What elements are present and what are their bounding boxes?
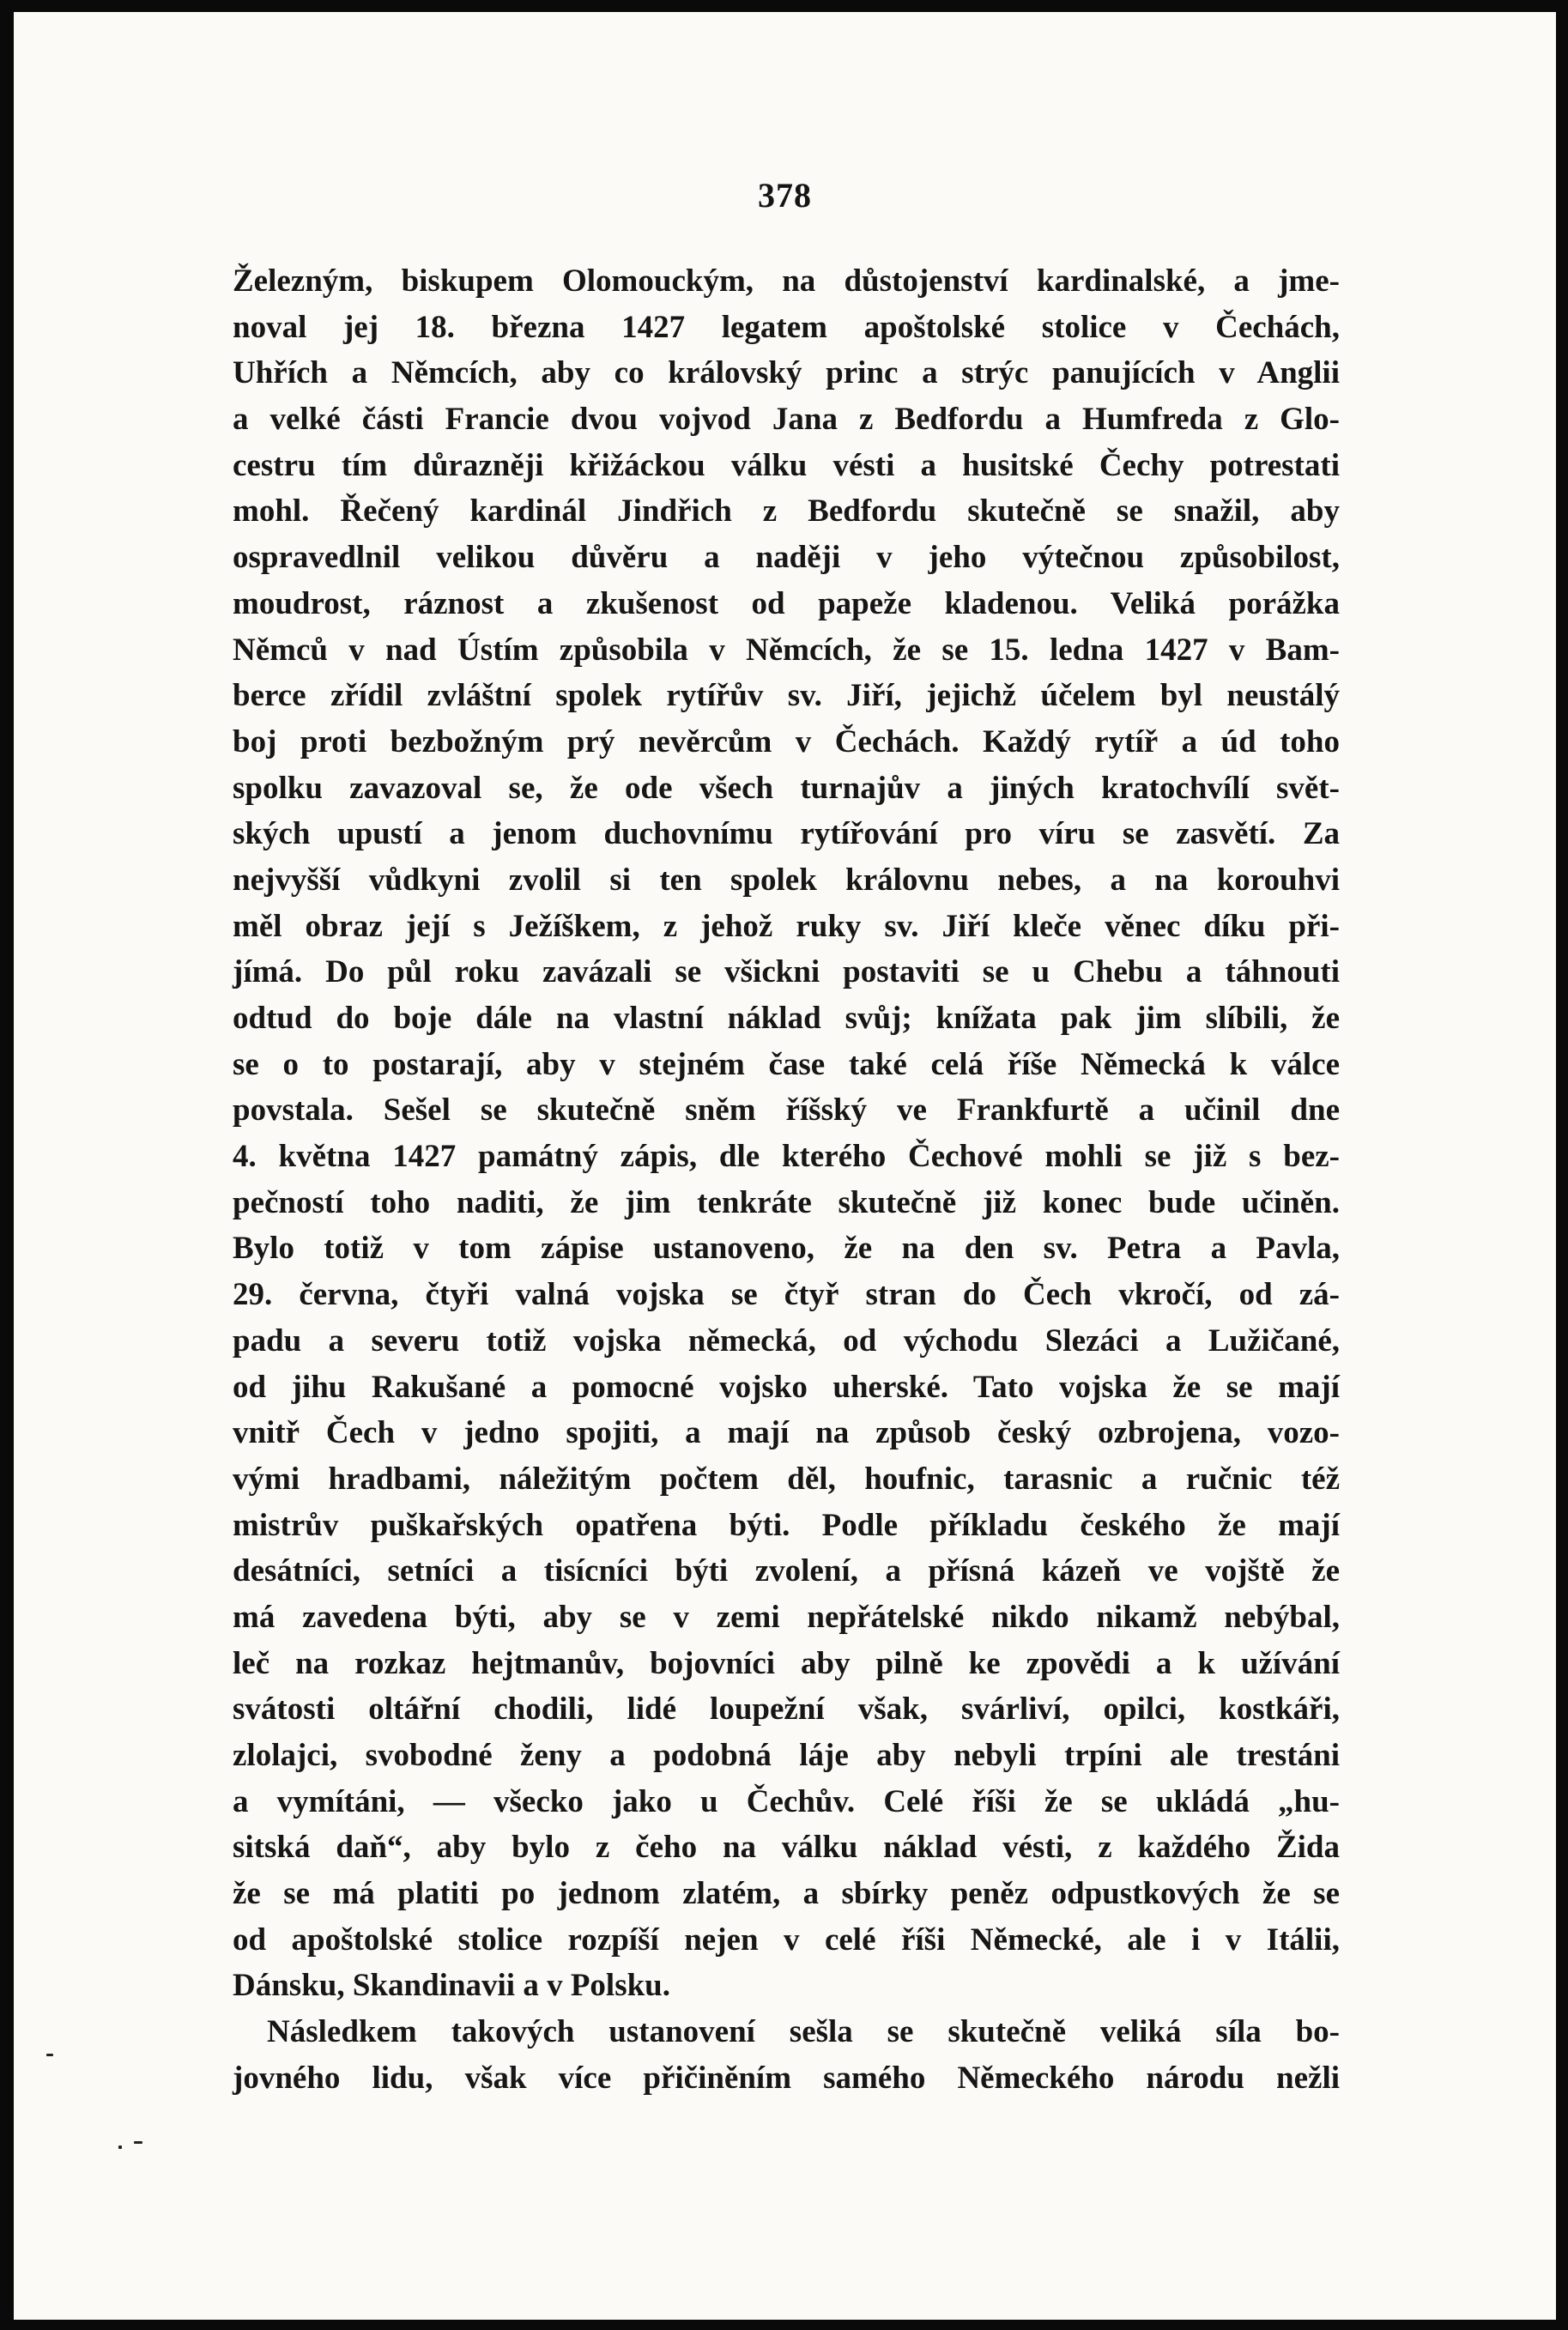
- text-line: ských upustí a jenom duchovnímu rytířování pro víru se zasvětí. Za: [233, 816, 1340, 852]
- text-line: vnitř Čech v jedno spojiti, a mají na způsob český ozbrojena, vozo-: [233, 1415, 1340, 1451]
- text-line: Železným, biskupem Olomouckým, na důstojenství kardinalské, a jme-: [233, 263, 1340, 299]
- scan-speck: [46, 2054, 53, 2056]
- text-line: padu a severu totiž vojska německá, od východu Slezáci a Lužičané,: [233, 1322, 1340, 1359]
- page-number: 378: [758, 176, 812, 215]
- text-line: ospravedlnil velikou důvěru a naději v jeho výtečnou způsobilost,: [233, 540, 1340, 576]
- text-line: Uhřích a Němcích, aby co královský princ a strýc panujících v Anglii: [233, 355, 1340, 391]
- text-line: 4. května 1427 památný zápis, dle kterého Čechové mohli se již s bez-: [233, 1139, 1340, 1175]
- text-line: jímá. Do půl roku zavázali se všickni postaviti se u Chebu a táhnouti: [233, 954, 1340, 990]
- text-line: Němců v nad Ústím způsobila v Němcích, že se 15. ledna 1427 v Bam-: [233, 632, 1340, 668]
- scan-speck: [134, 2141, 142, 2144]
- text-line: nejvyšší vůdkyni zvolil si ten spolek královnu nebes, a na korouhvi: [233, 862, 1340, 898]
- text-line: má zavedena býti, aby se v zemi nepřátelské nikdo nikamž nebýbal,: [233, 1599, 1340, 1635]
- text-line: leč na rozkaz hejtmanův, bojovníci aby pilně ke zpovědi a k užívání: [233, 1645, 1340, 1681]
- text-line: a vymítáni, — všecko jako u Čechův. Celé říši že se ukládá „hu-: [233, 1783, 1340, 1819]
- text-line: moudrost, ráznost a zkušenost od papeže kladenou. Veliká porážka: [233, 585, 1340, 621]
- body-text: [233, 258, 1340, 2102]
- text-line: a velké části Francie dvou vojvod Jana z Bedfordu a Humfreda z Glo-: [233, 402, 1340, 438]
- text-line: pečností toho naditi, že jim tenkráte skutečně již konec bude učiněn.: [233, 1184, 1340, 1220]
- scan-speck: [118, 2145, 122, 2149]
- text-line: spolku zavazoval se, že ode všech turnajův a jiných kratochvílí svět-: [233, 770, 1340, 806]
- text-line: sitská daň“, aby bylo z čeho na válku náklad vésti, z každého Žida: [233, 1830, 1340, 1866]
- text-line: noval jej 18. března 1427 legatem apoštolské stolice v Čechách,: [233, 309, 1340, 345]
- text-line: vými hradbami, náležitým počtem děl, houfnic, tarasnic a ručnic též: [233, 1461, 1340, 1497]
- paragraph-2: [233, 2009, 1340, 2101]
- text-line: se o to postarají, aby v stejném čase také celá říše Německá k válce: [233, 1046, 1340, 1082]
- text-line: měl obraz její s Ježíškem, z jehož ruky sv. Jiří kleče věnec díku při-: [233, 908, 1340, 944]
- text-line: Následkem takových ustanovení sešla se skutečně veliká síla bo-: [267, 2014, 1340, 2050]
- text-line: povstala. Sešel se skutečně sněm říšský ve Frankfurtě a učinil dne: [233, 1092, 1340, 1129]
- text-line: Dánsku, Skandinavii a v Polsku.: [233, 1968, 671, 2004]
- text-line: 29. června, čtyři valná vojska se čtyř stran do Čech vkročí, od zá-: [233, 1277, 1340, 1313]
- text-line: cestru tím důrazněji křižáckou válku vésti a husitské Čechy potrestati: [233, 447, 1340, 483]
- text-line: boj proti bezbožným prý nevěrcům v Čechách. Každý rytíř a úd toho: [233, 723, 1340, 760]
- text-line: od apoštolské stolice rozpíší nejen v celé říši Německé, ale i v Itálii,: [233, 1921, 1340, 1958]
- text-line: berce zřídil zvláštní spolek rytířův sv. Jiří, jejichž účelem byl neustálý: [233, 678, 1340, 714]
- text-line: zlolajci, svobodné ženy a podobná láje aby nebyli trpíni ale trestáni: [233, 1738, 1340, 1773]
- text-line: jovného lidu, však více přičiněním samého Německého národu nežli: [233, 2060, 1340, 2096]
- book-page: [14, 12, 1556, 2320]
- text-line: odtud do boje dále na vlastní náklad svůj; knížata pak jim slíbili, že: [233, 1001, 1340, 1036]
- text-line: desátníci, setníci a tisícníci býti zvolení, a přísná kázeň ve vojště že: [233, 1553, 1340, 1589]
- text-line: od jihu Rakušané a pomocné vojsko uherské. Tato vojska že se mají: [233, 1369, 1340, 1405]
- text-line: že se má platiti po jednom zlatém, a sbírky peněz odpustkových že se: [233, 1876, 1340, 1912]
- text-line: svátosti oltářní chodili, lidé loupežní však, svárliví, opilci, kostkáři,: [233, 1692, 1340, 1728]
- text-line: mistrův puškařských opatřena býti. Podle příkladu českého že mají: [233, 1507, 1340, 1543]
- paragraph-1: [233, 258, 1340, 2009]
- text-line: Bylo totiž v tom zápise ustanoveno, že na den sv. Petra a Pavla,: [233, 1231, 1340, 1267]
- text-line: mohl. Řečený kardinál Jindřich z Bedfordu skutečně se snažil, aby: [233, 493, 1340, 530]
